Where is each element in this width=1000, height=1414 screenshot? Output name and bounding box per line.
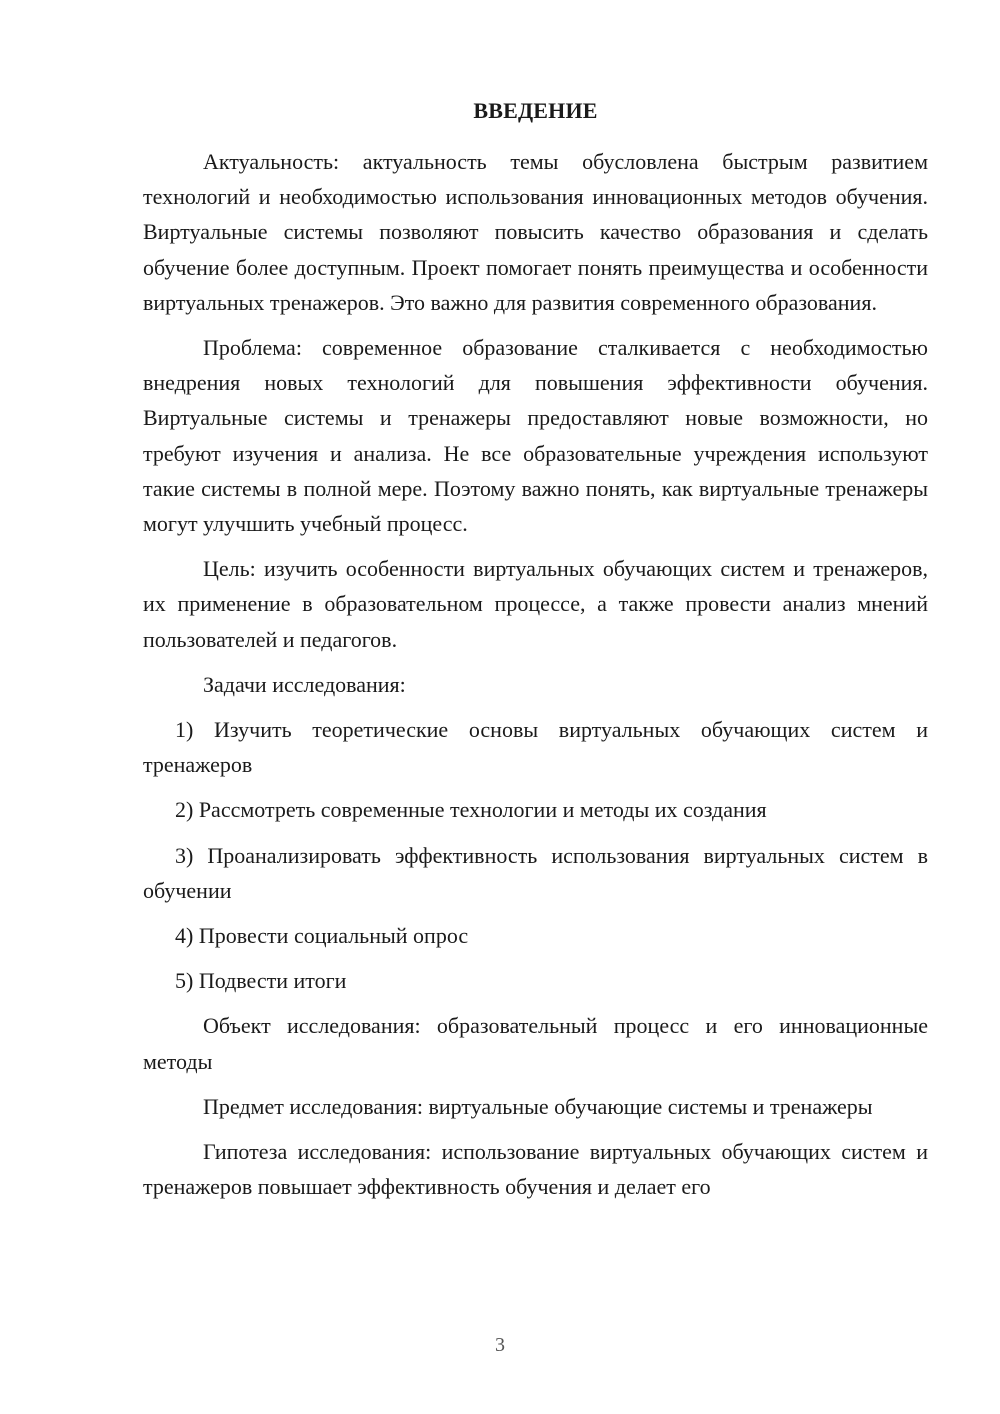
list-item-task-5: 5) Подвести итоги — [175, 968, 347, 994]
list-item-task-2: 2) Рассмотреть современные технологии и методы их создания — [175, 797, 767, 823]
paragraph-relevance: Актуальность: актуальность темы обусловлена быстрым развитием технологий и необходимостью использования инновационных методов обучения. Виртуальные системы позволяют повысить качество образования и сделать обучение более доступным. Проект помогает понять преимущества и особенности виртуальных тренажеров. Это важно для развития современного образования. — [143, 149, 928, 315]
paragraph-problem: Проблема: современное образование сталкивается с необходимостью внедрения новых технологий для повышения эффективности обучения. Виртуальные системы и тренажеры предоставляют новые возможности, но требуют изучения и анализа. Не все образовательные учреждения используют такие системы в полной мере. Поэтому важно понять, как виртуальные тренажеры могут улучшить учебный процесс. — [143, 335, 928, 537]
paragraph-goal: Цель: изучить особенности виртуальных обучающих систем и тренажеров, их применение в образовательном процессе, а также провести анализ мнений пользователей и педагогов. — [143, 556, 928, 652]
list-item-task-3: 3) Проанализировать эффективность использования виртуальных систем в обучении — [143, 842, 928, 903]
list-item-task-1: 1) Изучить теоретические основы виртуальных обучающих систем и тренажеров — [143, 717, 928, 778]
paragraph-hypothesis: Гипотеза исследования: использование виртуальных обучающих систем и тренажеров повышает эффективность обучения и делает его — [143, 1139, 928, 1200]
page-title: ВВЕДЕНИЕ — [473, 98, 598, 123]
list-item-task-4: 4) Провести социальный опрос — [175, 923, 469, 949]
page-content — [143, 96, 928, 1204]
paragraph-tasks-heading: Задачи исследования: — [203, 671, 406, 697]
page-number: 3 — [495, 1334, 505, 1356]
paragraph-object: Объект исследования: образовательный процесс и его инновационные методы — [143, 1013, 928, 1074]
paragraph-subject: Предмет исследования: виртуальные обучающие системы и тренажеры — [203, 1093, 873, 1119]
